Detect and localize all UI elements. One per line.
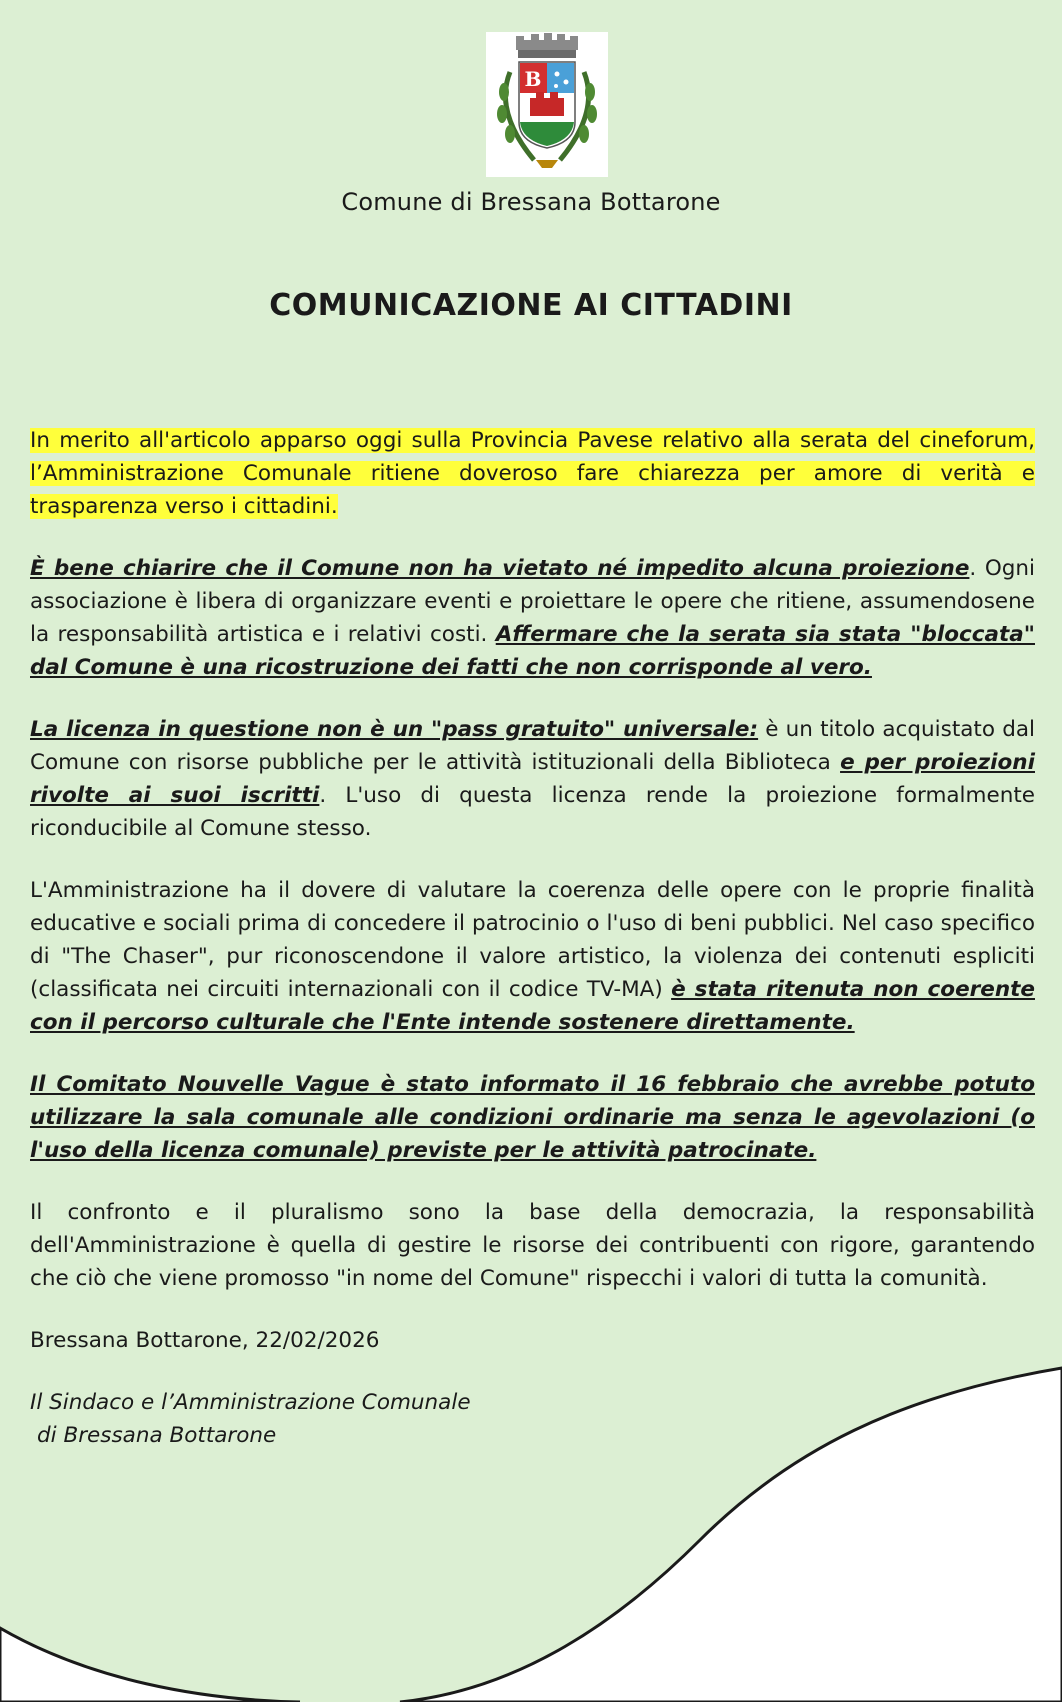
emphasis-text: è stata ritenuta non coerente con il percorso culturale che l'Ente intende sostenere direttamente.: [30, 977, 1035, 1035]
paragraph-text: . Ogni associazione è libera di organizzare eventi e proiettare le opere che ritiene, assumendosene la responsabilità artistica e i relativi costi.: [30, 556, 1035, 647]
date-line: Bressana Bottarone, 22/02/2026: [30, 1328, 380, 1353]
paragraph-pluralism: Il confronto e il pluralismo sono la base della democrazia, la responsabilità dell'Amministrazione è quella di gestire le risorse dei contribuenti con rigore, garantendo che ciò che viene promosso "in nome del Comune" rispecchi i valori di tutta la comunità.: [30, 1200, 1035, 1291]
paragraph-intro: [30, 424, 1035, 523]
paragraph-license: [30, 713, 1035, 845]
signature-line-1: Il Sindaco e l’Amministrazione Comunale: [30, 1390, 471, 1415]
paragraph-committee: [30, 1068, 1035, 1167]
signature-line-2: di Bressana Bottarone: [37, 1423, 277, 1448]
paragraph-text: . L'uso di questa licenza rende la proiezione formalmente riconducibile al Comune stesso.: [30, 783, 1035, 841]
emphasis-text: È bene chiarire che il Comune non ha vietato né impedito alcuna proiezione: [30, 556, 970, 581]
emphasis-text: e per proiezioni rivolte ai suoi iscritti: [30, 750, 1035, 808]
svg-text:B: B: [524, 67, 542, 91]
page-title: COMUNICAZIONE AI CITTADINI: [269, 288, 793, 323]
emphasis-text: La licenza in questione non è un "pass gratuito" universale:: [30, 717, 759, 742]
emphasis-text: Il Comitato Nouvelle Vague è stato informato il 16 febbraio che avrebbe potuto utilizzare la sala comunale alle condizioni ordinarie ma senza le agevolazioni (o l'uso della licenza comunale) previste per le attività patrocinate.: [30, 1072, 1035, 1163]
communication-body: [30, 424, 1035, 1452]
signature-block: [30, 1386, 1035, 1452]
paragraph-text: L'Amministrazione ha il dovere di valutare la coerenza delle opere con le proprie finalità educative e sociali prima di concedere il patrocinio o l'uso di beni pubblici. Nel caso specifico di "The Chaser", pur riconoscendone il valore artistico, la violenza dei contenuti espliciti (classificata nei circuiti internazionali con il codice TV-MA): [30, 878, 1035, 1002]
paragraph-text: è un titolo acquistato dal Comune con risorse pubbliche per le attività istituzionali della Biblioteca: [30, 717, 1035, 775]
coat-of-arms-icon: [486, 32, 608, 177]
paragraph-clarification: [30, 552, 1035, 684]
municipality-name: Comune di Bressana Bottarone: [341, 188, 721, 216]
paragraph-evaluation: [30, 874, 1035, 1039]
emphasis-text: Affermare che la serata sia stata "bloccata" dal Comune è una ricostruzione dei fatti che non corrisponde al vero.: [30, 622, 1035, 680]
highlighted-text: In merito all'articolo apparso oggi sulla Provincia Pavese relativo alla serata del cineforum, l’Amministrazione Comunale ritiene doveroso fare chiarezza per amore di verità e trasparenza verso i cittadini.: [30, 428, 1035, 519]
